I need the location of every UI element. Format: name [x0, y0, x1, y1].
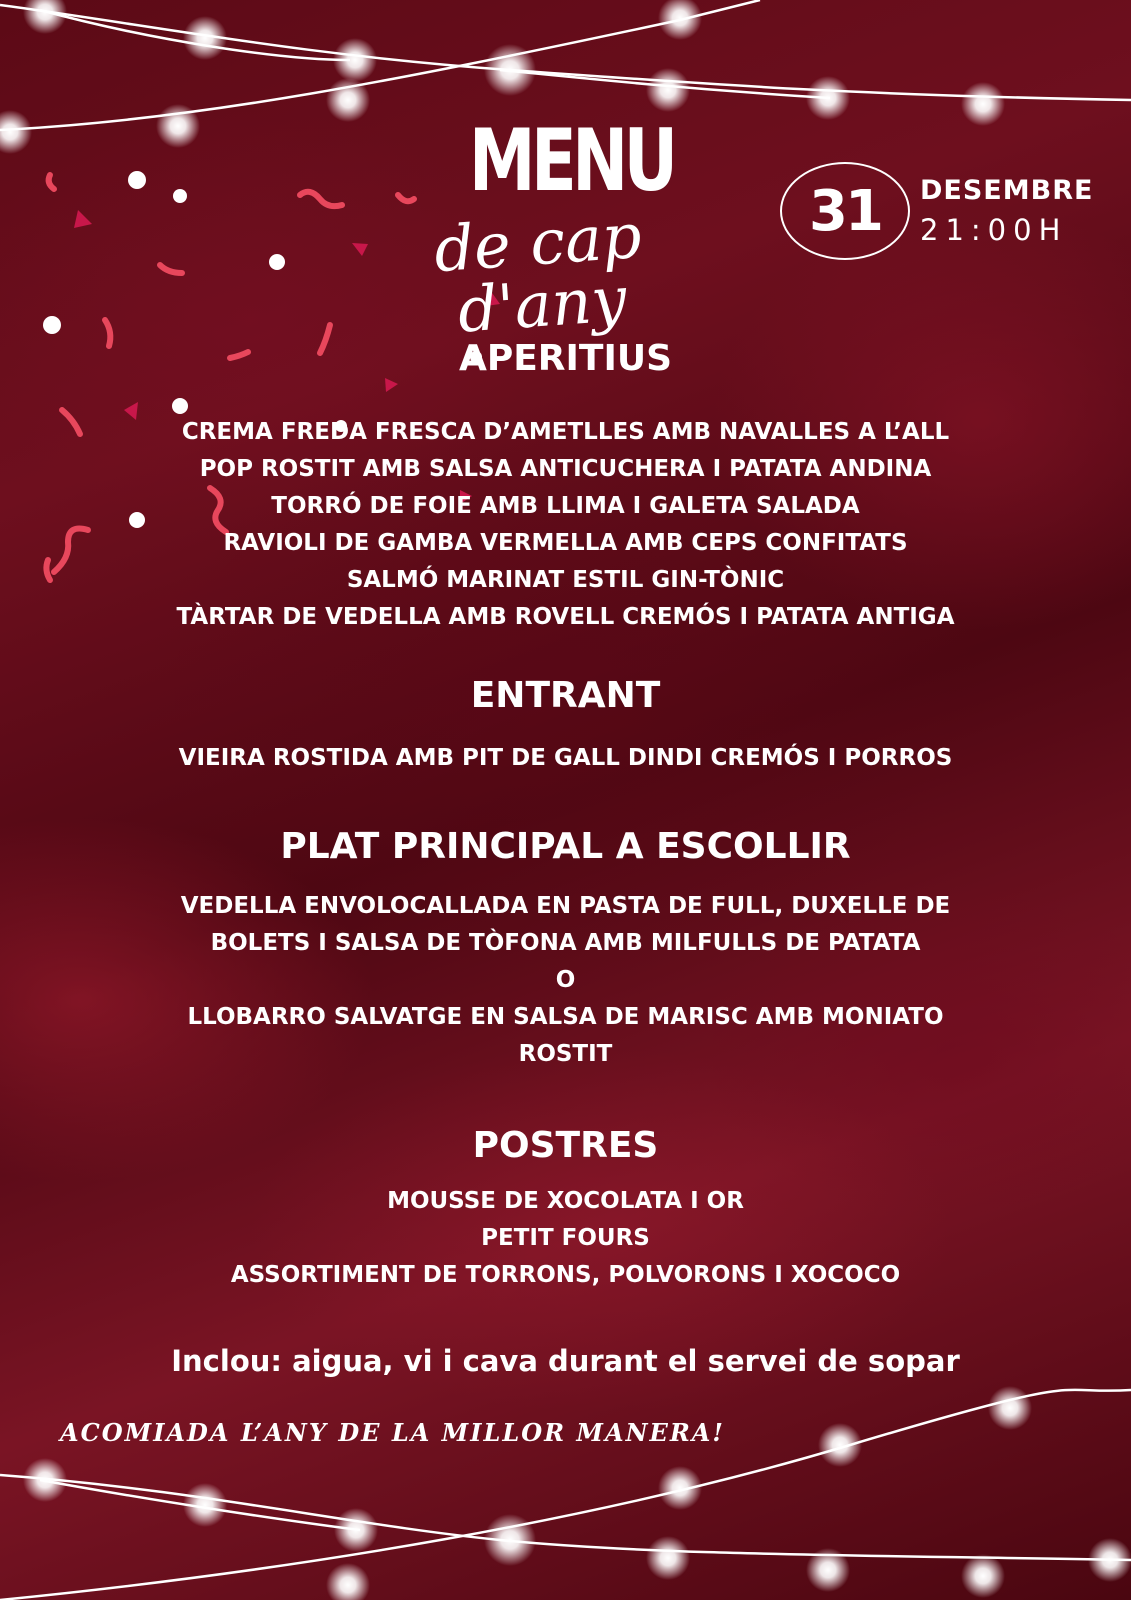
menu-subtitle: de cap d'any — [431, 198, 644, 347]
menu-item: ROSTIT — [518, 1041, 613, 1067]
date-day: 31 — [809, 178, 881, 244]
menu-item: VEDELLA ENVOLOCALLADA EN PASTA DE FULL, DUXELLE DE — [180, 893, 951, 919]
section-title-aperitius: APERITIUS — [458, 338, 673, 379]
section-items-principal — [0, 888, 1131, 1073]
menu-item: CREMA FREDA FRESCA D’AMETLLES AMB NAVALLES A L’ALL — [181, 419, 950, 445]
section-title-principal: PLAT PRINCIPAL A ESCOLLIR — [280, 826, 851, 867]
tagline: ACOMIADA L’ANY DE LA MILLOR MANERA! — [60, 1418, 725, 1447]
menu-item: RAVIOLI DE GAMBA VERMELLA AMB CEPS CONFITATS — [223, 530, 908, 556]
menu-item: TÀRTAR DE VEDELLA AMB ROVELL CREMÓS I PATATA ANTIGA — [176, 604, 955, 630]
menu-item: ASSORTIMENT DE TORRONS, POLVORONS I XOCOCO — [230, 1262, 901, 1288]
date-month: DESEMBRE — [920, 175, 1094, 206]
menu-title: MENU — [468, 111, 674, 211]
menu-item: O — [555, 967, 576, 993]
section-title-postres: POSTRES — [472, 1125, 659, 1166]
menu-item: TORRÓ DE FOIE AMB LLIMA I GALETA SALADA — [271, 493, 860, 519]
menu-item: SALMÓ MARINAT ESTIL GIN-TÒNIC — [346, 567, 785, 593]
menu-item: VIEIRA ROSTIDA AMB PIT DE GALL DINDI CREMÓS I PORROS — [178, 745, 953, 771]
menu-item: LLOBARRO SALVATGE EN SALSA DE MARISC AMB MONIATO — [187, 1004, 944, 1030]
menu-item: POP ROSTIT AMB SALSA ANTICUCHERA I PATATA ANDINA — [199, 456, 932, 482]
date-day-badge — [780, 162, 910, 260]
menu-item: BOLETS I SALSA DE TÒFONA AMB MILFULLS DE PATATA — [210, 930, 921, 956]
includes-note: Inclou: aigua, vi i cava durant el servei de sopar — [171, 1344, 960, 1378]
section-items-postres — [0, 1183, 1131, 1294]
section-title-entrant: ENTRANT — [470, 675, 661, 716]
section-items-entrant — [0, 740, 1131, 777]
menu-item: PETIT FOURS — [481, 1225, 650, 1251]
event-time: 21:00H — [920, 213, 1068, 247]
section-items-aperitius — [0, 414, 1131, 636]
menu-item: MOUSSE DE XOCOLATA I OR — [387, 1188, 744, 1214]
